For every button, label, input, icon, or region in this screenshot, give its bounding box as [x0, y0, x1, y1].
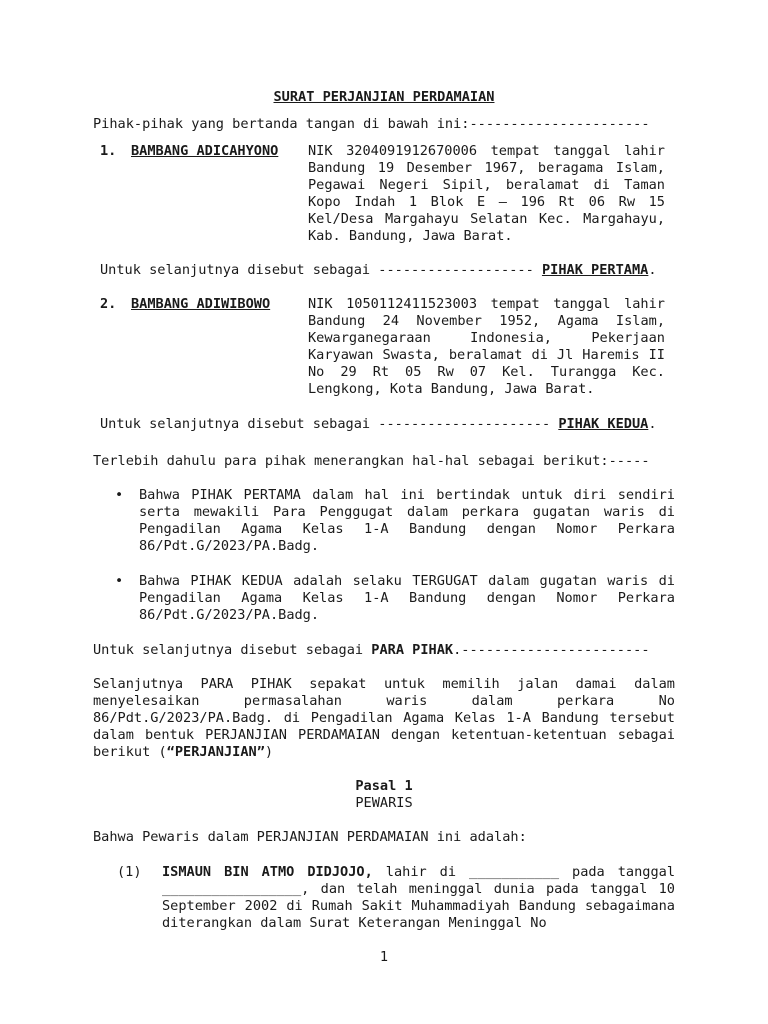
pewaris-intro: Bahwa Pewaris dalam PERJANJIAN PERDAMAIAN ini adalah: — [93, 829, 527, 845]
para-pihak-line — [93, 642, 676, 659]
party-1-number: 1. — [100, 143, 117, 159]
agreement-end: ) — [264, 744, 274, 760]
intro-line: Pihak-pihak yang bertanda tangan di bawah ini:---------------------- — [93, 116, 650, 132]
para-pihak-suffix: .----------------------- — [453, 642, 650, 658]
designation-suffix: . — [648, 416, 657, 432]
heir-text: lahir di ___________ pada tanggal _________________, dan telah meninggal dunia pada tanggal 10 September 2002 di Rumah Sakit Muhammadiyah Bandung sebagaimana diterangkan dalam Surat Keterangan Meninggal No — [162, 864, 676, 931]
designation-prefix: Untuk selanjutnya disebut sebagai --------------------- — [100, 416, 559, 432]
page-number: 1 — [379, 949, 389, 965]
heir-name: ISMAUN BIN ATMO DIDJOJO, — [162, 864, 373, 880]
party-2-description: NIK 1050112411523003 tempat tanggal lahir Bandung 24 November 1952, Agama Islam, Kewarganegaraan Indonesia, Pekerjaan Karyawan Swasta, beralamat di Jl Haremis II No 29 Rt 05 Rw 07 Kel. Turangga Kec. Lengkong, Kota Bandung, Jawa Barat. — [308, 296, 665, 397]
bullet-icon: • — [115, 573, 124, 589]
party-1-description: NIK 3204091912670006 tempat tanggal lahir Bandung 19 Desember 1967, beragama Islam, Pegawai Negeri Sipil, beralamat di Taman Kopo Indah 1 Blok E – 196 Rt 06 Rw 15 Kel/Desa Margahayu Selatan Kec. Margahayu, Kab. Bandung, Jawa Barat. — [308, 143, 665, 244]
designation-tag: PIHAK PERTAMA — [541, 262, 649, 278]
para-pihak-tag: PARA PIHAK — [371, 642, 454, 658]
bullet-item-2: Bahwa PIHAK KEDUA adalah selaku TERGUGAT dalam gugatan waris di Pengadilan Agama Kelas 1-A Bandung dengan Nomor Perkara 86/Pdt.G/2023/PA.Badg. — [139, 573, 675, 623]
bullet-icon: • — [115, 487, 124, 503]
party-2-name: BAMBANG ADIWIBOWO — [131, 296, 271, 312]
bullet-item-1: Bahwa PIHAK PERTAMA dalam hal ini bertindak untuk diri sendiri serta mewakili Para Penggugat dalam perkara gugatan waris di Pengadilan Agama Kelas 1-A Bandung dengan Nomor Perkara 86/Pdt.G/2023/PA.Badg. — [139, 487, 675, 554]
agreement-paragraph — [93, 676, 675, 761]
pasal-heading: Pasal 1 — [355, 778, 413, 794]
party-1-name: BAMBANG ADICAHYONO — [131, 143, 279, 159]
party-2-number: 2. — [100, 296, 117, 312]
designation-suffix: . — [648, 262, 657, 278]
heir-description — [162, 864, 675, 932]
heir-number: (1) — [117, 864, 142, 880]
party-1-designation — [100, 262, 670, 279]
party-2-designation — [100, 416, 670, 433]
agreement-text: Selanjutnya PARA PIHAK sepakat untuk memilih jalan damai dalam menyelesaikan permasalahan waris dalam perkara No 86/Pdt.G/2023/PA.Badg. di Pengadilan Agama Kelas 1-A Bandung tersebut dalam bentuk PERJANJIAN PERDAMAIAN dengan ketentuan-ketentuan sebagai berikut ( — [93, 676, 675, 760]
pasal-subheading: PEWARIS — [355, 795, 413, 811]
para-pihak-prefix: Untuk selanjutnya disebut sebagai — [93, 642, 372, 658]
designation-prefix: Untuk selanjutnya disebut sebagai ------------------- — [100, 262, 542, 278]
preamble-line: Terlebih dahulu para pihak menerangkan hal-hal sebagai berikut:----- — [93, 453, 650, 469]
agreement-term: “PERJANJIAN” — [166, 744, 265, 760]
document-title: SURAT PERJANJIAN PERDAMAIAN — [273, 89, 495, 105]
designation-tag: PIHAK KEDUA — [558, 416, 649, 432]
